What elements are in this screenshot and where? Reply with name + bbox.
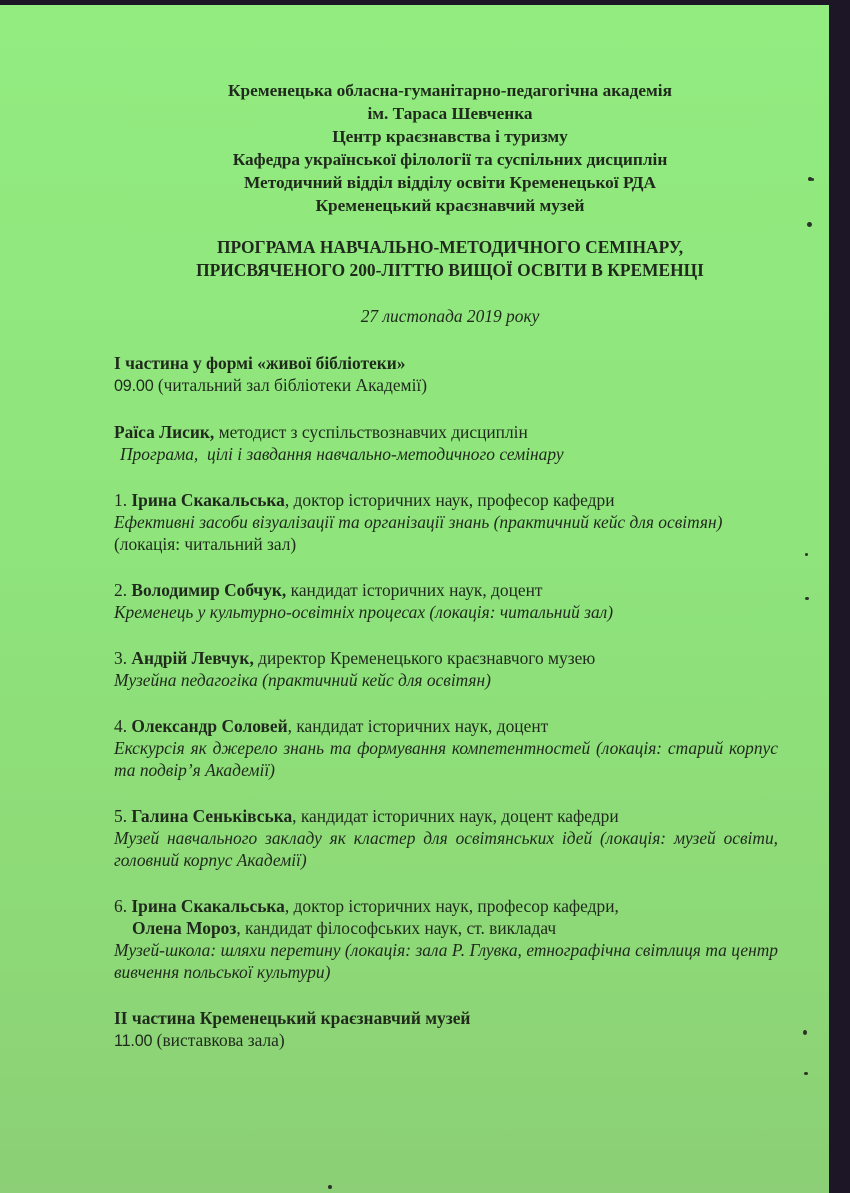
speaker-item-6 [114,895,778,983]
header-line: Кременецький краєзнавчий музей [315,196,585,215]
speaker-role: , доктор історичних наук, професор кафедри [284,490,615,510]
speaker-role: кандидат історичних наук, доцент [286,580,543,600]
speaker-line [114,579,778,601]
speaker-number: 5. [114,806,132,826]
speaker-number: 4. [114,716,132,736]
speaker-item-1 [114,489,778,555]
intro-speaker [114,421,778,465]
speaker-item-2 [114,579,778,623]
speaker-number: 1. [114,490,132,510]
speaker-item-4 [114,715,778,781]
title-line: ПРОГРАМА НАВЧАЛЬНО-МЕТОДИЧНОГО СЕМІНАРУ, [216,237,684,257]
speaker-topic: Програма, цілі і завдання навчально-методичного семінару [120,444,564,464]
speaker-line [114,647,778,669]
part-1-heading: І частина у формі «живої бібліотеки» [114,353,406,373]
header-line: Центр краєзнавства і туризму [332,127,568,146]
speaker-name: Володимир Собчук, [131,580,287,600]
part-1-location: (читальний зал бібліотеки Академії) [153,375,428,395]
header-line: Кременецька обласна-гуманітарно-педагогічна академія [228,81,672,100]
speaker-topic [114,511,724,555]
speaker-item-5 [114,805,778,871]
scan-speck [328,1185,332,1189]
part-2-heading: ІІ частина Кременецький краєзнавчий музей [114,1008,471,1028]
program-title [0,236,850,282]
institution-header [0,79,850,217]
speaker-line [114,805,778,827]
part-1-schedule [114,374,778,397]
header-line: Методичний відділ відділу освіти Кременецької РДА [243,173,657,192]
program-body [114,352,778,1076]
speaker-line [114,715,778,737]
speaker-role: , доктор історичних наук, професор кафедри, [284,896,619,916]
speaker-number: 3. [114,648,132,668]
speaker-topic: Музей-школа: шляхи перетину (локація: зала Р. Глувка, етнографічна світлиця та центр вивчення польської культури) [114,940,778,982]
part-1-time: 09.00 [114,377,154,395]
intro-speaker-line [114,421,778,443]
speaker-topic-location: (локація: читальний зал) [114,534,297,554]
scan-speck [807,222,812,227]
speaker-role: , кандидат історичних наук, доцент [287,716,549,736]
speaker-name: Раїса Лисик, [114,422,215,442]
header-line: ім. Тараса Шевченка [367,104,533,123]
scan-speck [803,1030,807,1035]
scan-speck [805,597,809,600]
scan-speck [804,1072,808,1075]
speaker-name: Галина Сеньківська [131,806,293,826]
speaker-topic: Музейна педагогіка (практичний кейс для освітян) [114,670,491,690]
part-2-location: (виставкова зала) [152,1030,285,1050]
part-2-time: 11.00 [114,1032,153,1050]
speaker-name: Андрій Левчук, [131,648,254,668]
speaker-number: 2. [114,580,132,600]
title-line: ПРИСВЯЧЕНОГО 200-ЛІТТЮ ВИЩОЇ ОСВІТИ В КРЕМЕНЦІ [196,260,704,280]
speaker-topic: Кременець у культурно-освітніх процесах (локація: читальний зал) [114,602,614,622]
part-2-section [114,1007,778,1052]
speaker-name: Ірина Скакальська [131,896,285,916]
co-speaker-role: , кандидат філософських наук, ст. викладач [236,918,557,938]
speaker-name: Олександр Соловей [131,716,288,736]
part-2-schedule [114,1029,778,1052]
co-speaker-name: Олена Мороз [132,918,237,938]
speaker-role: , кандидат історичних наук, доцент кафедри [292,806,619,826]
speaker-name: Ірина Скакальська [131,490,285,510]
speaker-number: 6. [114,896,132,916]
speaker-topic: Екскурсія як джерело знань та формування компетентностей (локація: старий корпус та подвір’я Академії) [114,738,778,780]
event-date: 27 листопада 2019 року [360,306,540,326]
speaker-role: директор Кременецького краєзнавчого музею [253,648,596,668]
speaker-role: методист з суспільствознавчих дисциплін [214,422,528,442]
speaker-topic-title: Ефективні засоби візуалізації та організації знань (практичний кейс для освітян) [114,512,723,532]
header-line: Кафедра української філології та суспільних дисциплін [232,150,668,169]
speaker-item-3 [114,647,778,691]
scan-speck [805,553,808,556]
part-1-section [114,352,778,397]
speaker-line [114,489,778,511]
co-speaker-line [114,917,778,939]
speaker-line [114,895,778,917]
speaker-topic: Музей навчального закладу як кластер для освітянських ідей (локація: музей освіти, головний корпус Академії) [114,828,778,870]
